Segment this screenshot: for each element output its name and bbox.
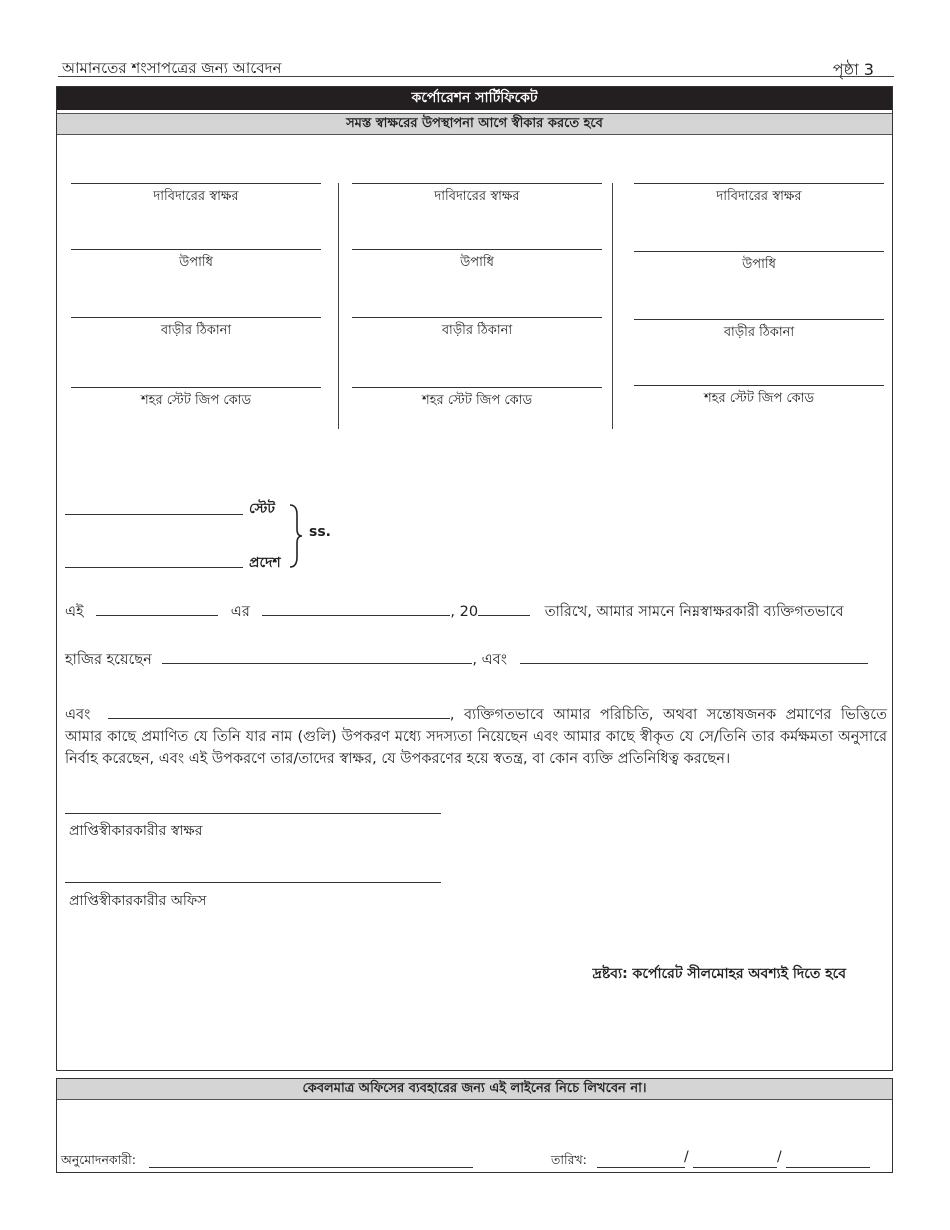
title-line[interactable]	[352, 249, 602, 250]
ss-label: ss.	[309, 524, 331, 540]
section-subtitle: সমস্ত স্বাক্ষরের উপস্থাপনা আগে স্বীকার করতে হবে	[57, 113, 892, 135]
date-line-rest: তারিখে, আমার সামনে নিম্নস্বাক্ষরকারী ব্যক্তিগতভাবে	[544, 604, 844, 620]
signature-line[interactable]	[352, 183, 602, 184]
field-label: উপাধি	[179, 255, 213, 270]
field-label: দাবিদারের স্বাক্ষর	[716, 189, 802, 204]
person-name-input-2[interactable]	[520, 649, 868, 664]
date-label: তারিখ:	[551, 1152, 587, 1167]
office-use-title: কেবলমাত্র অফিসের ব্যবহারের জন্য এই লাইনের নিচে লিখবেন না।	[57, 1079, 892, 1100]
field-label: বাড়ীর ঠিকানা	[160, 323, 232, 338]
date-separator: /	[777, 1149, 782, 1165]
approver-input[interactable]	[149, 1167, 473, 1168]
city-state-zip-field[interactable]	[634, 385, 884, 410]
city-state-zip-field[interactable]	[352, 387, 602, 412]
para-rest: , ব্যক্তিগতভাবে আমার পরিচিতি, অথবা সন্তোষজনক প্রমাণের ভিত্তিতে আমার কাছে প্রমাণিত যে তিনি যার নাম (গুলি) উপকরণ মধ্যে সদস্যতা নিয়েছেন এবং আমার কাছে স্বীকৃত যে সে/তিনি তার কর্মক্ষমতা অনুসারে নির্বাহ করেছেন, এবং এই উপকরণে তার/তাদের স্বাক্ষর, যে উপকরণের হয়ে স্বতন্ত্র, বা কোন ব্যক্তি প্রতিনিধিত্ব করছেন।	[65, 707, 888, 767]
acknowledger-office-label: প্রাপ্তিস্বীকারকারীর অফিস	[69, 893, 207, 909]
address-line[interactable]	[634, 319, 884, 320]
field-label: শহর স্টেট জিপ কোড	[703, 391, 815, 406]
brace-icon	[287, 503, 303, 569]
acknowledger-signature-line[interactable]	[65, 813, 441, 814]
column-divider	[338, 183, 339, 429]
title-line[interactable]	[71, 249, 321, 250]
acknowledgment-paragraph	[65, 704, 887, 770]
para-start: এবং	[65, 707, 91, 723]
county-line[interactable]	[65, 567, 243, 568]
date-year-input[interactable]	[786, 1167, 870, 1168]
address-field[interactable]	[352, 317, 602, 342]
approver-label: অনুমোদনকারী:	[61, 1152, 136, 1167]
title-field[interactable]	[352, 249, 602, 274]
field-label: বাড়ীর ঠিকানা	[723, 325, 795, 340]
of-text: এর	[230, 604, 250, 620]
column-divider	[612, 183, 613, 429]
date-day-input[interactable]	[693, 1167, 777, 1168]
field-label: শহর স্টেট জিপ কোড	[140, 393, 252, 408]
signature-field[interactable]	[71, 183, 321, 208]
signature-line[interactable]	[71, 183, 321, 184]
document-title: আমানতের শংসাপত্রের জন্য আবেদন	[62, 59, 282, 77]
person-name-input-1[interactable]	[162, 649, 472, 664]
corporate-seal-note: দ্রষ্টব্য: কর্পোরেট সীলমোহর অবশ্যই দিতে হবে	[592, 966, 846, 982]
title-field[interactable]	[71, 249, 321, 274]
year-input[interactable]	[478, 601, 530, 616]
field-label: উপাধি	[460, 255, 494, 270]
and-text: , এবং	[472, 652, 507, 668]
year-prefix: , 20	[450, 604, 479, 620]
field-label: দাবিদারের স্বাক্ষর	[153, 189, 239, 204]
signature-field[interactable]	[352, 183, 602, 208]
section-title: কর্পোরেশন সার্টিফিকেট	[57, 87, 892, 110]
city-state-zip-field[interactable]	[71, 387, 321, 412]
city-state-zip-line[interactable]	[352, 387, 602, 388]
address-field[interactable]	[71, 317, 321, 342]
acknowledger-office-line[interactable]	[65, 882, 441, 883]
appeared-text: হাজির হয়েছেন	[65, 652, 152, 668]
state-line[interactable]	[65, 514, 243, 515]
field-label: বাড়ীর ঠিকানা	[441, 323, 513, 338]
city-state-zip-line[interactable]	[71, 387, 321, 388]
month-input[interactable]	[262, 601, 450, 616]
this-text: এই	[65, 604, 84, 620]
appeared-line	[65, 649, 868, 671]
day-input[interactable]	[96, 601, 218, 616]
title-line[interactable]	[634, 251, 884, 252]
corporation-certificate-section	[56, 86, 893, 1071]
field-label: উপাধি	[742, 257, 776, 272]
signature-line[interactable]	[634, 183, 884, 184]
title-field[interactable]	[634, 251, 884, 276]
field-label: শহর স্টেট জিপ কোড	[421, 393, 533, 408]
date-line	[65, 601, 844, 623]
date-separator: /	[684, 1149, 689, 1165]
county-label: প্রদেশ	[249, 555, 281, 571]
office-use-section	[56, 1078, 893, 1173]
date-month-input[interactable]	[597, 1167, 685, 1168]
signature-field[interactable]	[634, 183, 884, 208]
city-state-zip-line[interactable]	[634, 385, 884, 386]
state-label: স্টেট	[249, 501, 276, 517]
address-field[interactable]	[634, 319, 884, 344]
address-line[interactable]	[352, 317, 602, 318]
page-number: পৃষ্ঠা 3	[832, 60, 874, 79]
address-line[interactable]	[71, 317, 321, 318]
person-name-input-3[interactable]	[108, 704, 450, 719]
header-divider	[58, 76, 894, 77]
acknowledger-signature-label: প্রাপ্তিস্বীকারকারীর স্বাক্ষর	[69, 823, 203, 839]
field-label: দাবিদারের স্বাক্ষর	[434, 189, 520, 204]
